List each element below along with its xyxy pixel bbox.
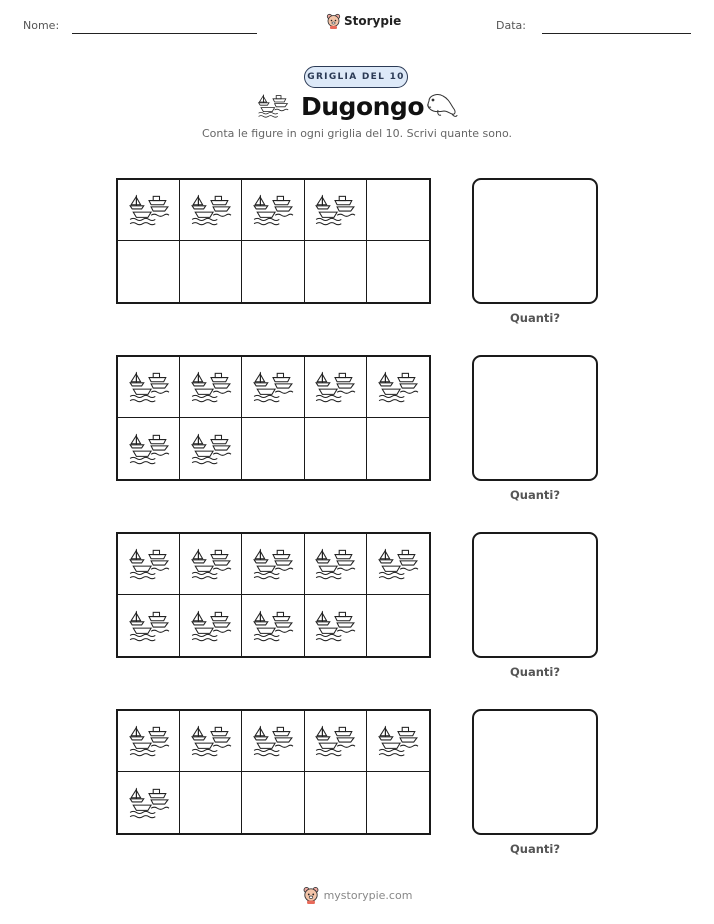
- ten-frame-grid: [116, 355, 431, 481]
- grid-cell: [367, 711, 429, 772]
- bear-mascot-icon: [302, 886, 320, 904]
- grid-cell: [118, 534, 180, 595]
- brand-logo: [326, 13, 401, 29]
- boats-icon: [190, 369, 232, 405]
- boats-icon: [257, 93, 289, 119]
- bear-mascot-icon: [326, 13, 341, 29]
- grid-cell: [242, 357, 304, 418]
- brand-name: Storypie: [344, 14, 402, 28]
- date-line[interactable]: [542, 33, 691, 34]
- footer: [0, 886, 714, 904]
- answer-box[interactable]: [472, 532, 598, 658]
- grid-cell: [118, 357, 180, 418]
- grid-cell: [180, 534, 242, 595]
- grid-cell: [242, 711, 304, 772]
- boats-icon: [190, 431, 232, 467]
- boats-icon: [252, 192, 294, 228]
- dugong-icon: [424, 91, 458, 119]
- grid-cell: [180, 180, 242, 241]
- answer-box[interactable]: [472, 709, 598, 835]
- answer-box[interactable]: [472, 355, 598, 481]
- grid-cell: [367, 772, 429, 833]
- grid-cell: [242, 241, 304, 302]
- grid-cell: [305, 241, 367, 302]
- grid-cell: [118, 711, 180, 772]
- grid-cell: [180, 241, 242, 302]
- ten-frame-grid: [116, 178, 431, 304]
- grid-cell: [180, 357, 242, 418]
- grid-cell: [305, 418, 367, 479]
- boats-icon: [128, 608, 170, 644]
- grid-cell: [242, 534, 304, 595]
- answer-box[interactable]: [472, 178, 598, 304]
- grid-cell: [367, 595, 429, 656]
- name-label: Nome:: [23, 19, 60, 32]
- boats-icon: [128, 785, 170, 821]
- date-label: Data:: [496, 19, 526, 32]
- boats-icon: [190, 546, 232, 582]
- ten-frame-grid: [116, 532, 431, 658]
- boats-icon: [377, 546, 419, 582]
- grid-cell: [367, 534, 429, 595]
- grid-cell: [305, 595, 367, 656]
- grid-cell: [305, 534, 367, 595]
- grid-cell: [242, 772, 304, 833]
- grid-cell: [118, 772, 180, 833]
- boats-icon: [377, 369, 419, 405]
- boats-icon: [252, 546, 294, 582]
- grid-cell: [118, 595, 180, 656]
- name-line[interactable]: [72, 33, 257, 34]
- grid-cell: [367, 180, 429, 241]
- grid-cell: [118, 418, 180, 479]
- answer-label: Quanti?: [509, 842, 561, 856]
- grid-cell: [180, 595, 242, 656]
- grid-cell: [118, 180, 180, 241]
- grid-cell: [242, 595, 304, 656]
- footer-url[interactable]: mystorypie.com: [323, 888, 413, 902]
- boats-icon: [190, 192, 232, 228]
- grid-cell: [305, 180, 367, 241]
- boats-icon: [314, 192, 356, 228]
- grid-cell: [305, 772, 367, 833]
- grid-cell: [305, 711, 367, 772]
- boats-icon: [128, 369, 170, 405]
- page-title: Dugongo: [301, 92, 424, 121]
- grid-cell: [367, 357, 429, 418]
- boats-icon: [314, 369, 356, 405]
- boats-icon: [377, 723, 419, 759]
- worksheet-type-badge: GRIGLIA DEL 10: [304, 66, 408, 88]
- ten-frame-grid: [116, 709, 431, 835]
- answer-label: Quanti?: [509, 665, 561, 679]
- grid-cell: [242, 180, 304, 241]
- boats-icon: [314, 608, 356, 644]
- boats-icon: [190, 608, 232, 644]
- grid-cell: [180, 711, 242, 772]
- grid-cell: [305, 357, 367, 418]
- answer-label: Quanti?: [509, 311, 561, 325]
- grid-cell: [180, 418, 242, 479]
- boats-icon: [128, 431, 170, 467]
- grid-cell: [118, 241, 180, 302]
- grid-cell: [367, 418, 429, 479]
- grid-cell: [367, 241, 429, 302]
- boats-icon: [128, 723, 170, 759]
- grid-cell: [242, 418, 304, 479]
- boats-icon: [128, 192, 170, 228]
- boats-icon: [190, 723, 232, 759]
- boats-icon: [252, 723, 294, 759]
- boats-icon: [252, 608, 294, 644]
- answer-label: Quanti?: [509, 488, 561, 502]
- instructions: Conta le figure in ogni griglia del 10. Scrivi quante sono.: [201, 127, 512, 140]
- boats-icon: [252, 369, 294, 405]
- boats-icon: [314, 546, 356, 582]
- boats-icon: [314, 723, 356, 759]
- boats-icon: [128, 546, 170, 582]
- grid-cell: [180, 772, 242, 833]
